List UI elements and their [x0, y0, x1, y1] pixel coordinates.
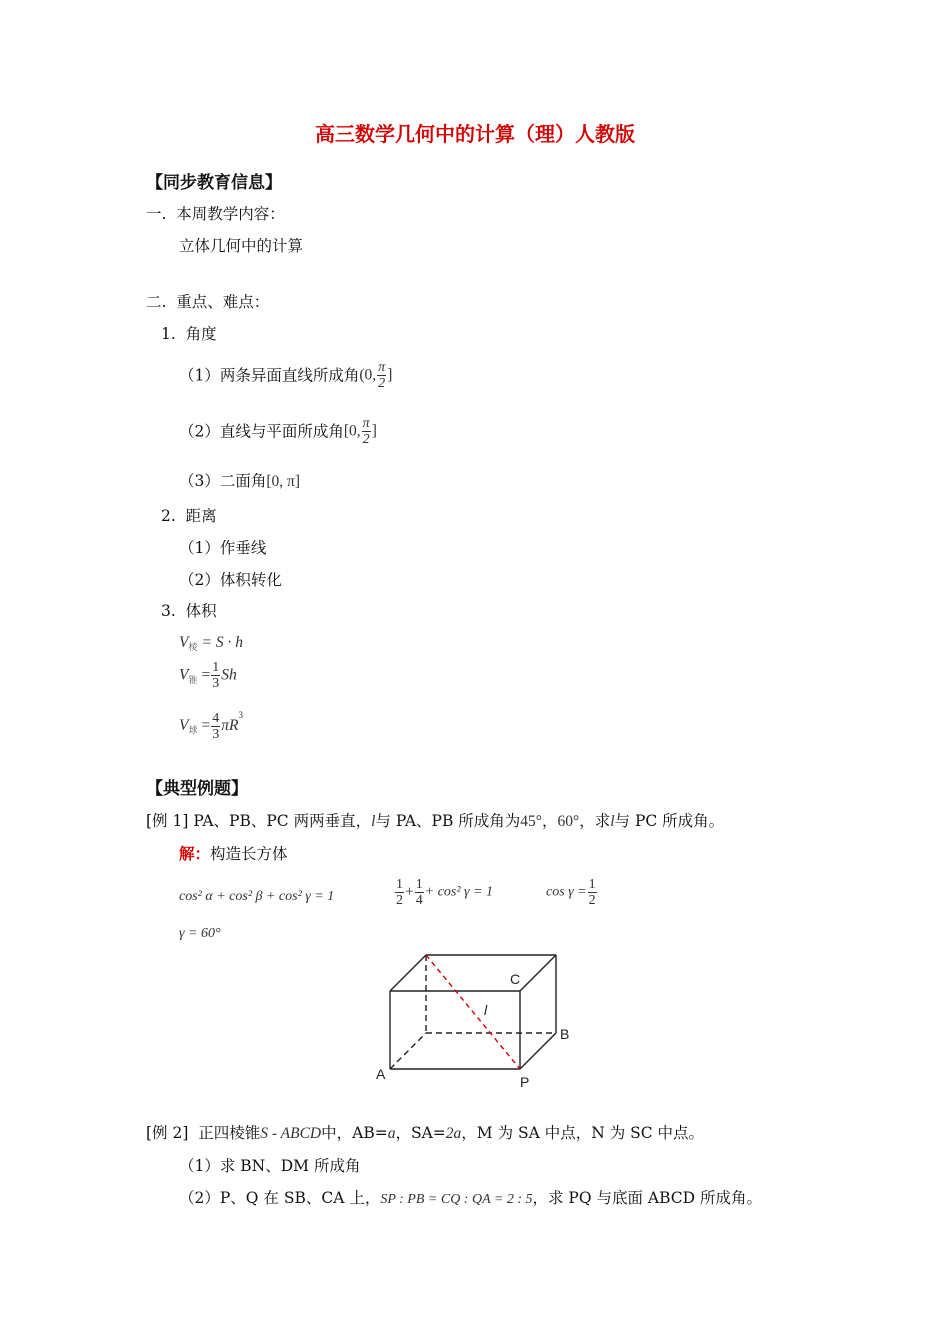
- key-points-label: 二. 重点、难点：: [146, 293, 270, 311]
- label-a: A: [376, 1066, 386, 1082]
- formula-pyramid-volume: $V_锥$ = $\frac{1}{3}$ Sh: [179, 660, 237, 691]
- cuboid-figure: [370, 945, 580, 1093]
- angle-line-plane: （2）直线与平面所成角[0, $\frac{\pi}{2}$ ]: [179, 416, 377, 447]
- item-angle: 1. 角度: [161, 325, 217, 343]
- formula-prism-volume: $V_棱 = S \cdot h$: [179, 634, 243, 653]
- edge-top-right: [520, 955, 556, 991]
- distance-perpendicular: （1）作垂线: [179, 539, 267, 557]
- example1-equations: cos² α + cos² β + cos² γ = 1 $\frac{1}{2}$ + $\frac{1}{4}$ + cos² γ = 1 cos γ = $\frac{1}{2}$: [179, 877, 596, 908]
- section-heading-sync-info: 【同步教育信息】: [146, 173, 282, 193]
- distance-volume-transform: （2）体积转化: [179, 571, 282, 589]
- label-l: l: [484, 1002, 488, 1018]
- example2-question1: （1）求 BN、DM 所成角: [179, 1157, 361, 1175]
- formula-sphere-volume: $V_球$ = $\frac{4}{3}$ $\pi R^3$: [179, 710, 243, 742]
- weekly-content-label: 一. 本周教学内容：: [146, 205, 285, 223]
- edge-hidden-diagonal: [390, 1033, 426, 1069]
- edge-bottom-right: [520, 1033, 556, 1069]
- section-heading-examples: 【典型例题】: [146, 779, 248, 799]
- diagonal-l: [426, 955, 520, 1069]
- label-c: C: [510, 971, 521, 987]
- angle-skew-lines: （1）两条异面直线所成角(0, $\frac{\pi}{2}$ ]: [179, 360, 393, 391]
- weekly-content-text: 立体几何中的计算: [179, 237, 304, 255]
- label-b: B: [560, 1026, 570, 1042]
- page-title: 高三数学几何中的计算（理）人教版: [315, 122, 635, 146]
- example1-statement: [例 1] PA、PB、PC 两两垂直，l与 PA、PB 所成角为45°，60°，求l与 PC 所成角。: [146, 812, 725, 830]
- edge-top-left: [390, 955, 426, 991]
- example2-question2: （2）P、Q 在 SB、CA 上，SP : PB = CQ : QA = 2 : 5，求 PQ 与底面 ABCD 所成角。: [179, 1189, 762, 1207]
- example2-statement: [例 2] 正四棱锥S - ABCD中，AB=a，SA=2a，M 为 SA 中点，N 为 SC 中点。: [146, 1124, 705, 1142]
- label-p: P: [520, 1074, 530, 1090]
- item-distance: 2. 距离: [161, 507, 217, 525]
- item-volume: 3. 体积: [161, 602, 217, 620]
- example1-solution: 解：构造长方体: [179, 844, 288, 863]
- example1-result: γ = 60°: [179, 926, 221, 941]
- angle-dihedral: （3）二面角[0, π]: [179, 472, 301, 490]
